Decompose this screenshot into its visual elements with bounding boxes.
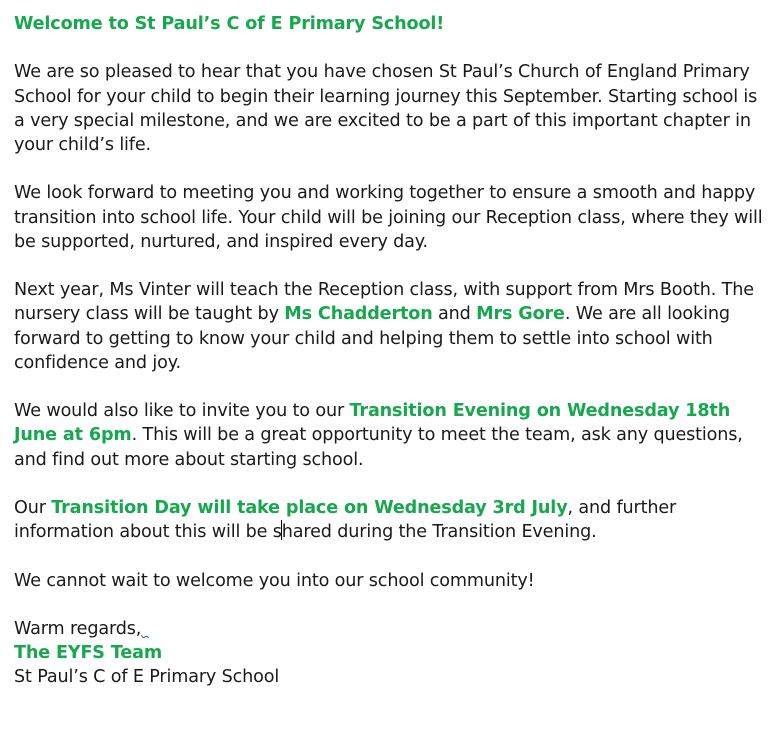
day-text-1: Our	[14, 497, 52, 518]
evening-text-2: . This will be a great opportunity to meet the team, ask any questions, and find out more about starting school.	[14, 425, 743, 470]
greeting-text: Warm regards,	[14, 618, 142, 639]
signoff-team: The EYFS Team	[14, 643, 163, 664]
paragraph-day	[14, 496, 766, 544]
paragraph-closing: We cannot wait to welcome you into our school community!	[14, 570, 535, 591]
spellcheck-squiggle-icon	[141, 634, 149, 640]
letter-document	[14, 12, 766, 690]
paragraph-staff	[14, 278, 766, 375]
staff-text-1: Next year, Ms Vinter will teach the Reception class, with support from Mrs Booth. The nursery class will be taught by	[14, 280, 754, 325]
staff-name-gore: Mrs Gore	[476, 304, 565, 325]
evening-highlight: Transition Evening on Wednesday 18th June at 6pm	[14, 401, 731, 446]
paragraph-intro: We are so pleased to hear that you have chosen St Paul’s Church of England Primary School for your child to begin their learning journey this September. Starting school is a very special milestone, and we are excited to be a part of this important chapter in your child’s life.	[14, 62, 758, 155]
day-highlight: Transition Day will take place on Wednesday 3rd July	[51, 497, 568, 518]
staff-text-2: . We are all looking forward to getting to know your child and helping them to settle into school with confidence and joy.	[14, 304, 730, 373]
letter-title-text: Welcome to St Paul’s C of E Primary School!	[14, 14, 445, 34]
evening-text-1: We would also like to invite you to our	[14, 401, 350, 422]
signoff-greeting	[14, 617, 766, 641]
paragraph-evening	[14, 399, 766, 472]
staff-name-chadderton: Ms Chadderton	[284, 304, 433, 325]
signoff-school: St Paul’s C of E Primary School	[14, 667, 280, 688]
letter-title	[14, 12, 766, 36]
paragraph-transition: We look forward to meeting you and working together to ensure a smooth and happy transition into school life. Your child will be joining our Reception class, where they will be supported, nurtured, and inspired every day.	[14, 183, 763, 252]
day-text-2b: hared during the Transition Evening.	[281, 522, 597, 543]
day-text-2a: , and further information about this will be s	[14, 497, 677, 543]
staff-and: and	[432, 304, 477, 325]
